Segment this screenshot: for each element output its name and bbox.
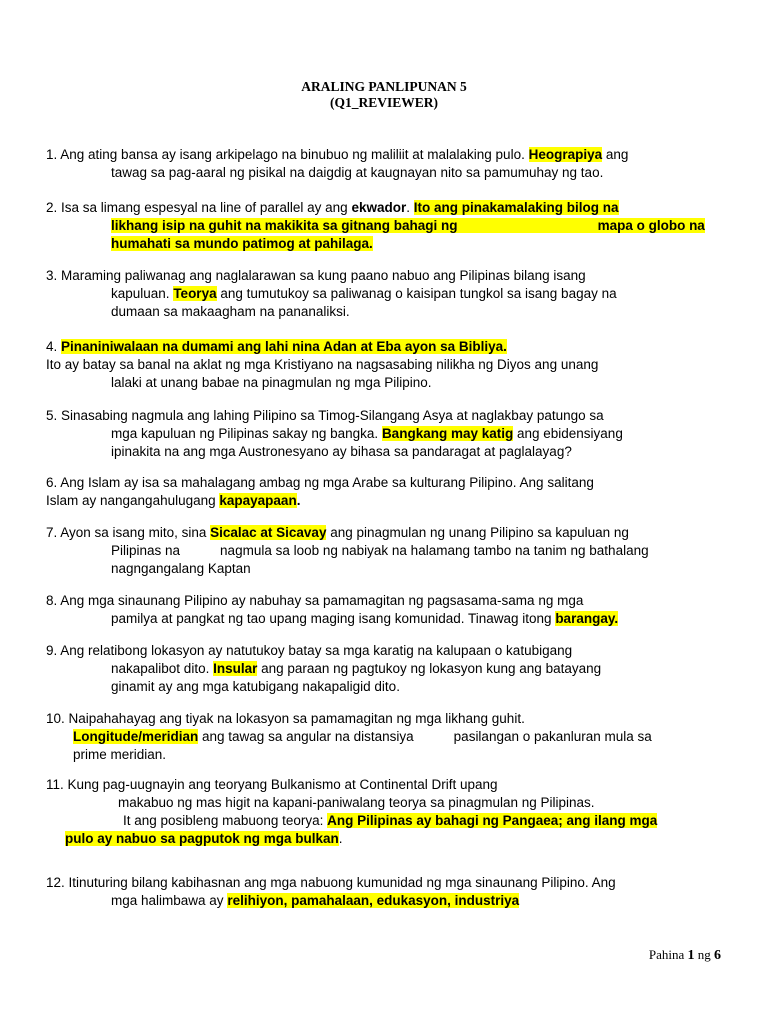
keyword: ekwador — [351, 200, 407, 215]
question-8: 8. Ang mga sinaunang Pilipino ay nabuhay sa pamamagitan ng pagsasama-sama ng mga pamilya at pangkat ng tao upang maging isang komunidad. Tinawag itong barangay. — [46, 593, 619, 626]
highlight-answer: Pinaniniwalaan na dumami ang lahi nina Adan at Eba ayon sa Bibliya. — [61, 339, 507, 354]
question-6: 6. Ang Islam ay isa sa mahalagang ambag ng mga Arabe sa kulturang Pilipino. Ang salitang Islam ay nangangahulugang kapayapaan. — [46, 475, 594, 508]
question-3: 3. Maraming paliwanag ang naglalarawan sa kung paano nabuo ang Pilipinas bilang isang kapuluan. Teorya ang tumutukoy sa paliwanag o kaisipan tungkol sa isang bagay na dumaan sa makaagham na pananaliksi. — [46, 268, 617, 319]
highlight-answer: Bangkang may katig — [381, 426, 514, 441]
question-2: 2. Isa sa limang espesyal na line of parallel ay ang ekwador. Ito ang pinakamalaking bilog na likhang isip na guhit na makikita sa gitnang bahagi ng mapa o globo na humahati sa mundo patimog at pahilaga. — [46, 200, 705, 251]
question-12: 12. Itinuturing bilang kabihasnan ang mga nabuong kumunidad ng mga sinaunang Pilipino. Ang mga halimbawa ay relihiyon, pamahalaan, edukasyon, industriya — [46, 875, 616, 908]
highlight-answer: Ito ang pinakamalaking bilog na — [413, 200, 619, 215]
question-10: 10. Naipahahayag ang tiyak na lokasyon sa pamamagitan ng mga likhang guhit. Longitude/meridian ang tawag sa angular na distansiya pasilangan o pakanluran mula sa prime meridian. — [46, 711, 652, 762]
highlight-answer: Teorya — [173, 286, 217, 301]
question-1: 1. Ang ating bansa ay isang arkipelago na binubuo ng maliliit at malalaking pulo. Heograpiya ang tawag sa pag-aaral ng pisikal na daigdig at kaugnayan nito sa pamumuhay ng tao. — [46, 147, 629, 180]
question-11: 11. Kung pag-uugnayin ang teoryang Bulkanismo at Continental Drift upang makabuo ng mas higit na kapani-paniwalang teorya sa pinagmulan ng Pilipinas. It ang posibleng mabuong teorya: Ang Pilipinas ay bahagi ng Pangaea; ang ilang mga pulo ay nabuo sa pagputok ng mga bulkan. — [46, 777, 658, 846]
highlight-answer: kapayapaan — [219, 493, 297, 508]
highlight-answer: Insular — [213, 661, 258, 676]
question-7: 7. Ayon sa isang mito, sina Sicalac at Sicavay ang pinagmulan ng unang Pilipino sa kapuluan ng Pilipinas na nagmula sa loob ng nabiyak na halamang tambo na tanim ng bathalang nagngangalang Kaptan — [46, 525, 649, 576]
document-header — [0, 79, 768, 111]
question-4: 4. Pinaniniwalaan na dumami ang lahi nina Adan at Eba ayon sa Bibliya. Ito ay batay sa banal na aklat ng mga Kristiyano na nagsasabing nilikha ng Diyos ang unang lalaki at unang babae na pinagmulan ng mga Pilipino. — [46, 339, 599, 390]
question-5: 5. Sinasabing nagmula ang lahing Pilipino sa Timog-Silangang Asya at naglakbay patungo sa mga kapuluan ng Pilipinas sakay ng bangka. Bangkang may katig ang ebidensiyang ipinakita na ang mga Austronesyano ay bihasa sa pandaragat at paglalayag? — [46, 408, 623, 459]
page-subtitle: (Q1_REVIEWER) — [329, 95, 438, 110]
highlight-answer: Sicalac at Sicavay — [210, 525, 327, 540]
page-number: Pahina 1 ng 6 — [648, 947, 721, 963]
question-9: 9. Ang relatibong lokasyon ay natutukoy batay sa mga karatig na kalupaan o katubigang nakapalibot dito. Insular ang paraan ng pagtukoy ng lokasyon kung ang batayang ginamit ay ang mga katubigang nakapaligid dito. — [46, 643, 602, 694]
highlight-answer: Longitude/meridian — [73, 729, 199, 744]
highlight-answer: Heograpiya — [528, 147, 603, 162]
highlight-answer: barangay. — [555, 611, 619, 626]
page-title: ARALING PANLIPUNAN 5 — [301, 79, 467, 94]
highlight-answer: Ang Pilipinas ay bahagi ng Pangaea; ang ilang mga — [327, 813, 658, 828]
highlight-answer: relihiyon, pamahalaan, edukasyon, industriya — [227, 893, 520, 908]
